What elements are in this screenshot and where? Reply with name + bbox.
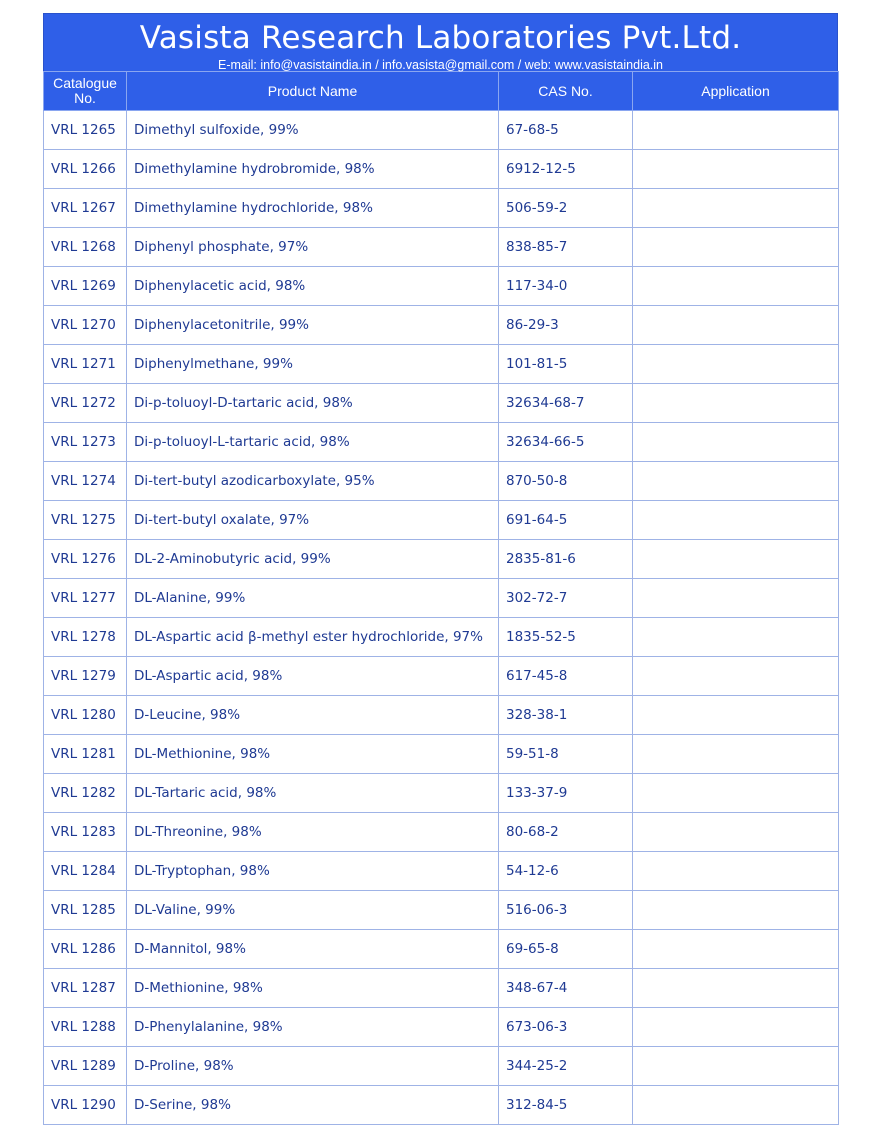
catalogue-cell: VRL 1287	[44, 969, 127, 1008]
catalogue-cell: VRL 1265	[44, 111, 127, 150]
column-header-cas: CAS No.	[499, 72, 633, 111]
cas-number-cell: 59-51-8	[499, 735, 633, 774]
cas-number-cell: 1835-52-5	[499, 618, 633, 657]
table-header-row	[44, 72, 839, 111]
application-cell	[633, 969, 839, 1008]
product-name-cell: Diphenyl phosphate, 97%	[127, 228, 499, 267]
table-row	[44, 852, 839, 891]
product-table	[43, 71, 839, 1125]
application-cell	[633, 579, 839, 618]
cas-number-cell: 312-84-5	[499, 1086, 633, 1125]
cas-number-cell: 691-64-5	[499, 501, 633, 540]
table-row	[44, 306, 839, 345]
catalogue-cell: VRL 1270	[44, 306, 127, 345]
table-row	[44, 189, 839, 228]
table-row	[44, 540, 839, 579]
application-cell	[633, 189, 839, 228]
catalogue-cell: VRL 1278	[44, 618, 127, 657]
table-row	[44, 423, 839, 462]
catalogue-cell: VRL 1275	[44, 501, 127, 540]
application-cell	[633, 1086, 839, 1125]
table-row	[44, 1086, 839, 1125]
cas-number-cell: 870-50-8	[499, 462, 633, 501]
table-row	[44, 696, 839, 735]
catalogue-cell: VRL 1276	[44, 540, 127, 579]
catalogue-cell: VRL 1277	[44, 579, 127, 618]
product-name-cell: DL-Tryptophan, 98%	[127, 852, 499, 891]
column-header-application: Application	[633, 72, 839, 111]
cas-number-cell: 54-12-6	[499, 852, 633, 891]
catalogue-sheet	[43, 13, 838, 1125]
cas-number-cell: 67-68-5	[499, 111, 633, 150]
cas-number-cell: 86-29-3	[499, 306, 633, 345]
table-row	[44, 930, 839, 969]
table-row	[44, 228, 839, 267]
application-cell	[633, 657, 839, 696]
application-cell	[633, 852, 839, 891]
table-row	[44, 384, 839, 423]
catalogue-cell: VRL 1288	[44, 1008, 127, 1047]
company-title: Vasista Research Laboratories Pvt.Ltd.	[139, 20, 742, 56]
application-cell	[633, 150, 839, 189]
product-name-cell: D-Phenylalanine, 98%	[127, 1008, 499, 1047]
product-name-cell: DL-Methionine, 98%	[127, 735, 499, 774]
catalogue-cell: VRL 1272	[44, 384, 127, 423]
table-row	[44, 774, 839, 813]
product-name-cell: Di-tert-butyl oxalate, 97%	[127, 501, 499, 540]
cas-number-cell: 2835-81-6	[499, 540, 633, 579]
application-cell	[633, 267, 839, 306]
table-row	[44, 1008, 839, 1047]
contact-line: E-mail: info@vasistaindia.in / info.vasista@gmail.com / web: www.vasistaindia.in	[218, 58, 663, 72]
cas-number-cell: 506-59-2	[499, 189, 633, 228]
product-name-cell: DL-Tartaric acid, 98%	[127, 774, 499, 813]
catalogue-cell: VRL 1279	[44, 657, 127, 696]
table-row	[44, 657, 839, 696]
catalogue-cell: VRL 1285	[44, 891, 127, 930]
product-name-cell: DL-Valine, 99%	[127, 891, 499, 930]
application-cell	[633, 462, 839, 501]
product-name-cell: DL-Aspartic acid, 98%	[127, 657, 499, 696]
cas-number-cell: 302-72-7	[499, 579, 633, 618]
table-row	[44, 267, 839, 306]
cas-number-cell: 617-45-8	[499, 657, 633, 696]
application-cell	[633, 306, 839, 345]
product-name-cell: DL-2-Aminobutyric acid, 99%	[127, 540, 499, 579]
product-name-cell: Diphenylmethane, 99%	[127, 345, 499, 384]
application-cell	[633, 735, 839, 774]
table-row	[44, 345, 839, 384]
product-name-cell: D-Leucine, 98%	[127, 696, 499, 735]
table-row	[44, 969, 839, 1008]
product-name-cell: D-Serine, 98%	[127, 1086, 499, 1125]
product-name-cell: D-Mannitol, 98%	[127, 930, 499, 969]
application-cell	[633, 618, 839, 657]
application-cell	[633, 228, 839, 267]
product-name-cell: DL-Aspartic acid β-methyl ester hydrochloride, 97%	[127, 618, 499, 657]
cas-number-cell: 133-37-9	[499, 774, 633, 813]
table-row	[44, 501, 839, 540]
product-name-cell: Di-tert-butyl azodicarboxylate, 95%	[127, 462, 499, 501]
product-name-cell: D-Proline, 98%	[127, 1047, 499, 1086]
cas-number-cell: 80-68-2	[499, 813, 633, 852]
product-name-cell: Dimethylamine hydrobromide, 98%	[127, 150, 499, 189]
catalogue-cell: VRL 1280	[44, 696, 127, 735]
product-name-cell: Diphenylacetic acid, 98%	[127, 267, 499, 306]
catalogue-cell: VRL 1267	[44, 189, 127, 228]
table-row	[44, 462, 839, 501]
catalogue-cell: VRL 1274	[44, 462, 127, 501]
cas-number-cell: 32634-66-5	[499, 423, 633, 462]
cas-number-cell: 69-65-8	[499, 930, 633, 969]
catalogue-cell: VRL 1289	[44, 1047, 127, 1086]
catalogue-cell: VRL 1282	[44, 774, 127, 813]
table-row	[44, 813, 839, 852]
cas-number-cell: 32634-68-7	[499, 384, 633, 423]
product-name-cell: DL-Threonine, 98%	[127, 813, 499, 852]
product-name-cell: Dimethyl sulfoxide, 99%	[127, 111, 499, 150]
column-header-catalogue	[44, 72, 127, 111]
product-name-cell: Dimethylamine hydrochloride, 98%	[127, 189, 499, 228]
application-cell	[633, 345, 839, 384]
cas-number-cell: 117-34-0	[499, 267, 633, 306]
cas-number-cell: 516-06-3	[499, 891, 633, 930]
application-cell	[633, 696, 839, 735]
table-row	[44, 618, 839, 657]
catalogue-cell: VRL 1286	[44, 930, 127, 969]
application-cell	[633, 813, 839, 852]
application-cell	[633, 384, 839, 423]
table-row	[44, 150, 839, 189]
catalogue-header-line2: No.	[74, 90, 96, 106]
cas-number-cell: 348-67-4	[499, 969, 633, 1008]
table-row	[44, 1047, 839, 1086]
application-cell	[633, 1047, 839, 1086]
cas-number-cell: 344-25-2	[499, 1047, 633, 1086]
product-name-cell: Diphenylacetonitrile, 99%	[127, 306, 499, 345]
application-cell	[633, 774, 839, 813]
catalogue-cell: VRL 1283	[44, 813, 127, 852]
catalogue-cell: VRL 1269	[44, 267, 127, 306]
application-cell	[633, 891, 839, 930]
catalogue-cell: VRL 1268	[44, 228, 127, 267]
table-row	[44, 111, 839, 150]
product-name-cell: Di-p-toluoyl-L-tartaric acid, 98%	[127, 423, 499, 462]
cas-number-cell: 673-06-3	[499, 1008, 633, 1047]
catalogue-cell: VRL 1266	[44, 150, 127, 189]
catalogue-header-line1: Catalogue	[53, 75, 117, 91]
cas-number-cell: 328-38-1	[499, 696, 633, 735]
cas-number-cell: 838-85-7	[499, 228, 633, 267]
application-cell	[633, 111, 839, 150]
application-cell	[633, 1008, 839, 1047]
product-name-cell: DL-Alanine, 99%	[127, 579, 499, 618]
application-cell	[633, 930, 839, 969]
application-cell	[633, 423, 839, 462]
column-header-product: Product Name	[127, 72, 499, 111]
table-row	[44, 735, 839, 774]
product-name-cell: D-Methionine, 98%	[127, 969, 499, 1008]
cas-number-cell: 6912-12-5	[499, 150, 633, 189]
product-name-cell: Di-p-toluoyl-D-tartaric acid, 98%	[127, 384, 499, 423]
cas-number-cell: 101-81-5	[499, 345, 633, 384]
catalogue-cell: VRL 1271	[44, 345, 127, 384]
table-row	[44, 579, 839, 618]
catalogue-cell: VRL 1290	[44, 1086, 127, 1125]
catalogue-cell: VRL 1284	[44, 852, 127, 891]
application-cell	[633, 501, 839, 540]
table-row	[44, 891, 839, 930]
catalogue-cell: VRL 1273	[44, 423, 127, 462]
application-cell	[633, 540, 839, 579]
catalogue-cell: VRL 1281	[44, 735, 127, 774]
header-banner	[43, 13, 838, 71]
